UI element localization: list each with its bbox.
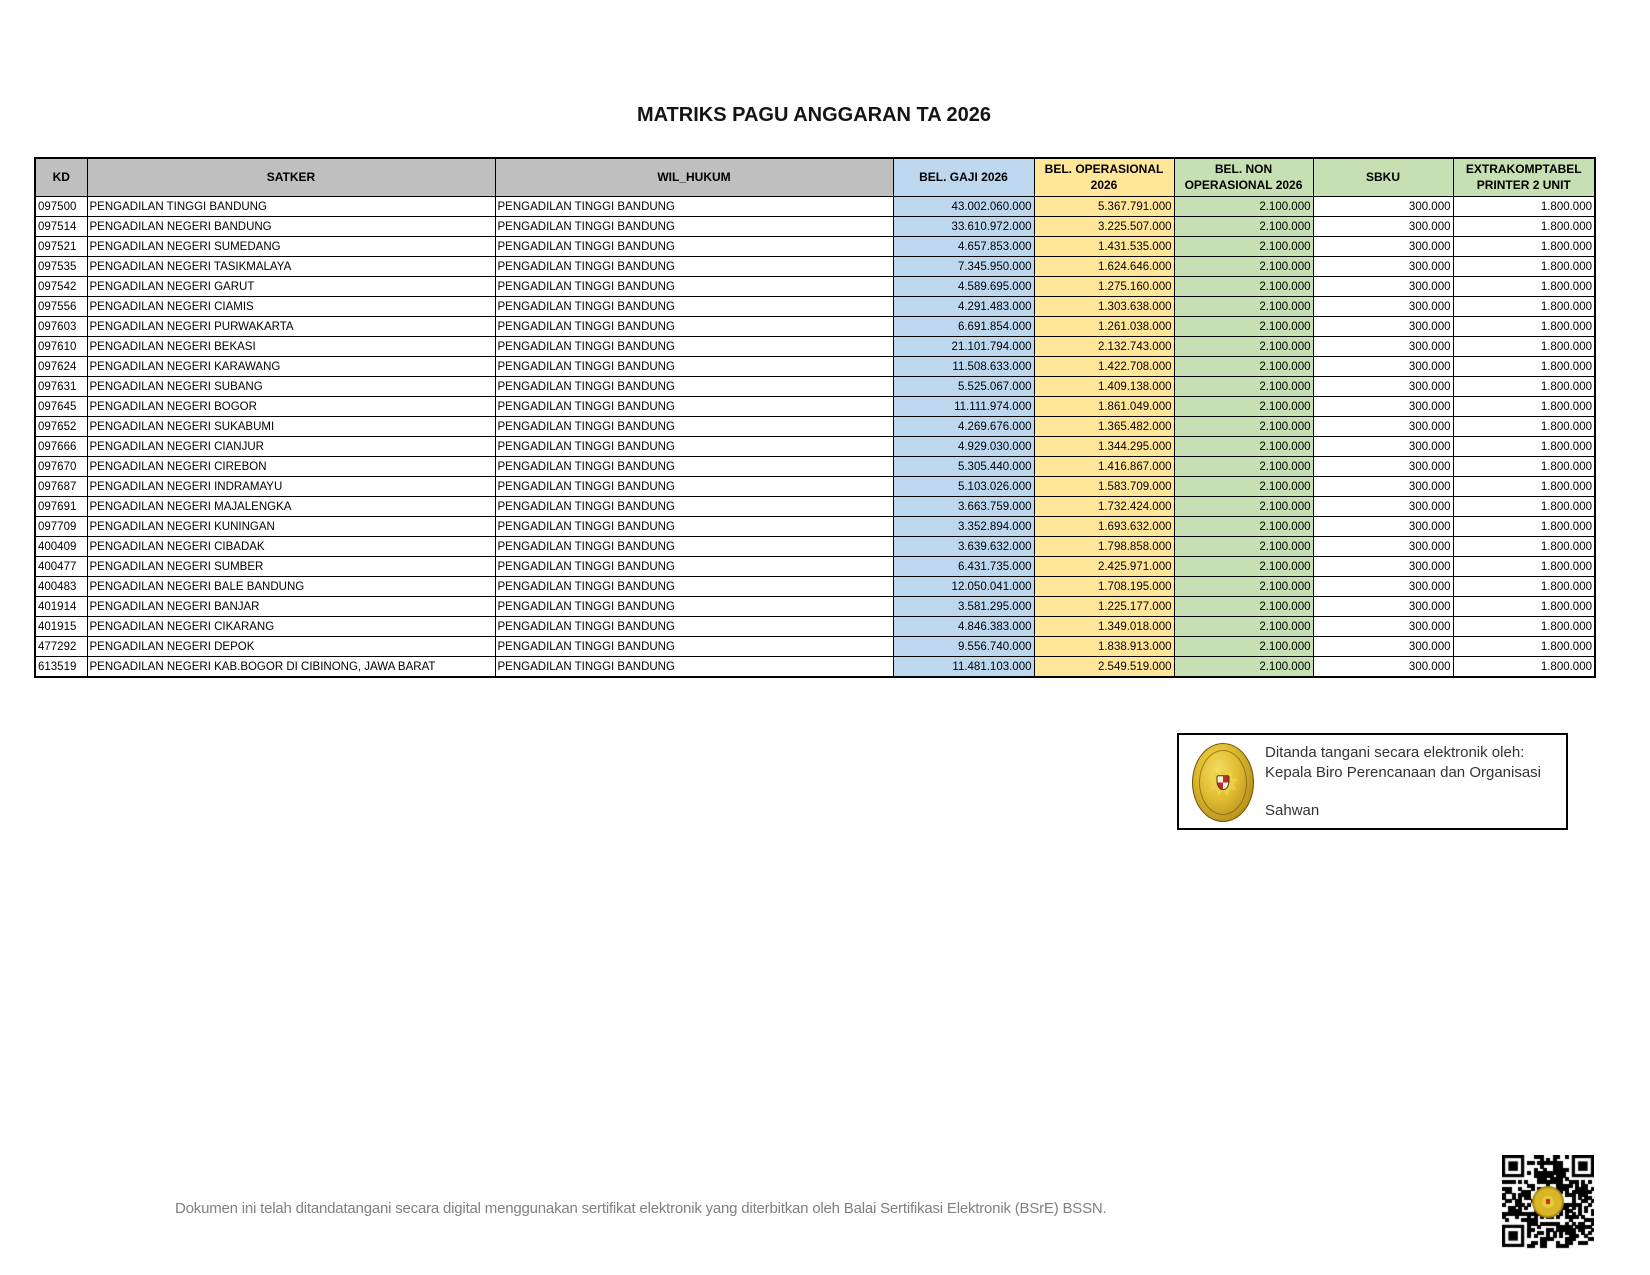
table-row xyxy=(35,197,1595,217)
cell-kd: 097514 xyxy=(35,217,87,237)
table-row xyxy=(35,537,1595,557)
cell-satker: PENGADILAN NEGERI KARAWANG xyxy=(87,357,495,377)
cell-extrakomptabel-printer-2-unit: 1.800.000 xyxy=(1453,317,1595,337)
cell-satker: PENGADILAN TINGGI BANDUNG xyxy=(87,197,495,217)
cell-bel-non-operasional-2026: 2.100.000 xyxy=(1174,657,1313,678)
cell-kd: 401914 xyxy=(35,597,87,617)
table-row xyxy=(35,377,1595,397)
cell-bel-non-operasional-2026: 2.100.000 xyxy=(1174,617,1313,637)
cell-satker: PENGADILAN NEGERI SUMBER xyxy=(87,557,495,577)
cell-sbku: 300.000 xyxy=(1313,557,1453,577)
cell-satker: PENGADILAN NEGERI CIKARANG xyxy=(87,617,495,637)
gold-seal-icon xyxy=(1192,743,1254,822)
cell-bel-non-operasional-2026: 2.100.000 xyxy=(1174,257,1313,277)
cell-bel-gaji-2026: 3.639.632.000 xyxy=(893,537,1034,557)
column-header-bel-non-operasional-2026: BEL. NON OPERASIONAL 2026 xyxy=(1174,158,1313,197)
cell-bel-operasional-2026: 2.132.743.000 xyxy=(1034,337,1174,357)
cell-bel-gaji-2026: 43.002.060.000 xyxy=(893,197,1034,217)
budget-table xyxy=(34,157,1596,678)
table-row xyxy=(35,617,1595,637)
table-row xyxy=(35,437,1595,457)
digital-signature-box xyxy=(1177,733,1568,830)
cell-wil-hukum: PENGADILAN TINGGI BANDUNG xyxy=(495,497,893,517)
cell-extrakomptabel-printer-2-unit: 1.800.000 xyxy=(1453,517,1595,537)
cell-bel-operasional-2026: 2.549.519.000 xyxy=(1034,657,1174,678)
table-row xyxy=(35,237,1595,257)
column-header-bel-operasional-2026: BEL. OPERASIONAL 2026 xyxy=(1034,158,1174,197)
cell-bel-gaji-2026: 5.305.440.000 xyxy=(893,457,1034,477)
cell-satker: PENGADILAN NEGERI CIREBON xyxy=(87,457,495,477)
cell-bel-gaji-2026: 21.101.794.000 xyxy=(893,337,1034,357)
cell-wil-hukum: PENGADILAN TINGGI BANDUNG xyxy=(495,557,893,577)
cell-wil-hukum: PENGADILAN TINGGI BANDUNG xyxy=(495,417,893,437)
cell-kd: 097610 xyxy=(35,337,87,357)
cell-wil-hukum: PENGADILAN TINGGI BANDUNG xyxy=(495,657,893,678)
cell-wil-hukum: PENGADILAN TINGGI BANDUNG xyxy=(495,197,893,217)
table-row xyxy=(35,637,1595,657)
cell-extrakomptabel-printer-2-unit: 1.800.000 xyxy=(1453,237,1595,257)
cell-bel-operasional-2026: 1.624.646.000 xyxy=(1034,257,1174,277)
signature-line2: Kepala Biro Perencanaan dan Organisasi xyxy=(1265,764,1542,781)
cell-satker: PENGADILAN NEGERI BALE BANDUNG xyxy=(87,577,495,597)
cell-wil-hukum: PENGADILAN TINGGI BANDUNG xyxy=(495,297,893,317)
cell-satker: PENGADILAN NEGERI DEPOK xyxy=(87,637,495,657)
cell-kd: 097645 xyxy=(35,397,87,417)
cell-bel-operasional-2026: 1.431.535.000 xyxy=(1034,237,1174,257)
cell-bel-non-operasional-2026: 2.100.000 xyxy=(1174,197,1313,217)
cell-satker: PENGADILAN NEGERI BOGOR xyxy=(87,397,495,417)
cell-wil-hukum: PENGADILAN TINGGI BANDUNG xyxy=(495,397,893,417)
cell-sbku: 300.000 xyxy=(1313,337,1453,357)
cell-sbku: 300.000 xyxy=(1313,197,1453,217)
cell-extrakomptabel-printer-2-unit: 1.800.000 xyxy=(1453,457,1595,477)
signer-name: Sahwan xyxy=(1265,802,1320,819)
signature-text xyxy=(1265,743,1541,821)
table-row xyxy=(35,397,1595,417)
cell-bel-non-operasional-2026: 2.100.000 xyxy=(1174,357,1313,377)
cell-bel-gaji-2026: 6.431.735.000 xyxy=(893,557,1034,577)
cell-wil-hukum: PENGADILAN TINGGI BANDUNG xyxy=(495,457,893,477)
cell-kd: 097556 xyxy=(35,297,87,317)
table-row xyxy=(35,557,1595,577)
cell-extrakomptabel-printer-2-unit: 1.800.000 xyxy=(1453,357,1595,377)
cell-kd: 097670 xyxy=(35,457,87,477)
cell-bel-non-operasional-2026: 2.100.000 xyxy=(1174,337,1313,357)
cell-kd: 401915 xyxy=(35,617,87,637)
cell-bel-gaji-2026: 5.525.067.000 xyxy=(893,377,1034,397)
cell-satker: PENGADILAN NEGERI CIAMIS xyxy=(87,297,495,317)
signature-line1: Ditanda tangani secara elektronik oleh: xyxy=(1265,744,1525,761)
cell-bel-non-operasional-2026: 2.100.000 xyxy=(1174,477,1313,497)
table-row xyxy=(35,517,1595,537)
cell-sbku: 300.000 xyxy=(1313,377,1453,397)
cell-sbku: 300.000 xyxy=(1313,417,1453,437)
cell-bel-operasional-2026: 1.422.708.000 xyxy=(1034,357,1174,377)
cell-extrakomptabel-printer-2-unit: 1.800.000 xyxy=(1453,257,1595,277)
cell-extrakomptabel-printer-2-unit: 1.800.000 xyxy=(1453,277,1595,297)
cell-sbku: 300.000 xyxy=(1313,537,1453,557)
cell-extrakomptabel-printer-2-unit: 1.800.000 xyxy=(1453,637,1595,657)
cell-bel-non-operasional-2026: 2.100.000 xyxy=(1174,597,1313,617)
cell-sbku: 300.000 xyxy=(1313,437,1453,457)
cell-satker: PENGADILAN NEGERI GARUT xyxy=(87,277,495,297)
cell-sbku: 300.000 xyxy=(1313,257,1453,277)
cell-bel-gaji-2026: 11.481.103.000 xyxy=(893,657,1034,678)
cell-sbku: 300.000 xyxy=(1313,457,1453,477)
cell-wil-hukum: PENGADILAN TINGGI BANDUNG xyxy=(495,237,893,257)
table-row xyxy=(35,577,1595,597)
cell-bel-operasional-2026: 1.583.709.000 xyxy=(1034,477,1174,497)
column-header-satker: SATKER xyxy=(87,158,495,197)
table-header-row xyxy=(35,158,1595,197)
cell-kd: 097687 xyxy=(35,477,87,497)
cell-extrakomptabel-printer-2-unit: 1.800.000 xyxy=(1453,597,1595,617)
cell-sbku: 300.000 xyxy=(1313,297,1453,317)
cell-bel-operasional-2026: 2.425.971.000 xyxy=(1034,557,1174,577)
cell-wil-hukum: PENGADILAN TINGGI BANDUNG xyxy=(495,337,893,357)
cell-kd: 097652 xyxy=(35,417,87,437)
cell-kd: 400409 xyxy=(35,537,87,557)
table-row xyxy=(35,257,1595,277)
cell-extrakomptabel-printer-2-unit: 1.800.000 xyxy=(1453,537,1595,557)
cell-kd: 097624 xyxy=(35,357,87,377)
page-title: MATRIKS PAGU ANGGARAN TA 2026 xyxy=(636,104,992,126)
table-row xyxy=(35,477,1595,497)
cell-bel-gaji-2026: 4.589.695.000 xyxy=(893,277,1034,297)
table-row xyxy=(35,497,1595,517)
cell-bel-operasional-2026: 1.275.160.000 xyxy=(1034,277,1174,297)
cell-bel-non-operasional-2026: 2.100.000 xyxy=(1174,637,1313,657)
column-header-sbku: SBKU xyxy=(1313,158,1453,197)
cell-kd: 097709 xyxy=(35,517,87,537)
cell-bel-gaji-2026: 4.291.483.000 xyxy=(893,297,1034,317)
cell-bel-operasional-2026: 1.693.632.000 xyxy=(1034,517,1174,537)
cell-sbku: 300.000 xyxy=(1313,657,1453,678)
cell-bel-gaji-2026: 3.663.759.000 xyxy=(893,497,1034,517)
cell-satker: PENGADILAN NEGERI CIANJUR xyxy=(87,437,495,457)
cell-kd: 400477 xyxy=(35,557,87,577)
cell-bel-operasional-2026: 3.225.507.000 xyxy=(1034,217,1174,237)
cell-extrakomptabel-printer-2-unit: 1.800.000 xyxy=(1453,437,1595,457)
cell-satker: PENGADILAN NEGERI BEKASI xyxy=(87,337,495,357)
cell-bel-non-operasional-2026: 2.100.000 xyxy=(1174,457,1313,477)
cell-bel-operasional-2026: 1.732.424.000 xyxy=(1034,497,1174,517)
cell-bel-gaji-2026: 3.352.894.000 xyxy=(893,517,1034,537)
cell-satker: PENGADILAN NEGERI BANDUNG xyxy=(87,217,495,237)
cell-bel-non-operasional-2026: 2.100.000 xyxy=(1174,417,1313,437)
qr-code xyxy=(1502,1155,1594,1249)
cell-satker: PENGADILAN NEGERI CIBADAK xyxy=(87,537,495,557)
cell-extrakomptabel-printer-2-unit: 1.800.000 xyxy=(1453,557,1595,577)
cell-wil-hukum: PENGADILAN TINGGI BANDUNG xyxy=(495,277,893,297)
cell-extrakomptabel-printer-2-unit: 1.800.000 xyxy=(1453,417,1595,437)
cell-kd: 097691 xyxy=(35,497,87,517)
cell-bel-operasional-2026: 1.838.913.000 xyxy=(1034,637,1174,657)
cell-wil-hukum: PENGADILAN TINGGI BANDUNG xyxy=(495,437,893,457)
cell-bel-operasional-2026: 5.367.791.000 xyxy=(1034,197,1174,217)
cell-satker: PENGADILAN NEGERI KUNINGAN xyxy=(87,517,495,537)
cell-wil-hukum: PENGADILAN TINGGI BANDUNG xyxy=(495,577,893,597)
table-row xyxy=(35,597,1595,617)
cell-kd: 097521 xyxy=(35,237,87,257)
cell-bel-operasional-2026: 1.416.867.000 xyxy=(1034,457,1174,477)
cell-bel-operasional-2026: 1.344.295.000 xyxy=(1034,437,1174,457)
cell-extrakomptabel-printer-2-unit: 1.800.000 xyxy=(1453,297,1595,317)
cell-bel-gaji-2026: 9.556.740.000 xyxy=(893,637,1034,657)
cell-wil-hukum: PENGADILAN TINGGI BANDUNG xyxy=(495,597,893,617)
column-header-bel-gaji-2026: BEL. GAJI 2026 xyxy=(893,158,1034,197)
cell-wil-hukum: PENGADILAN TINGGI BANDUNG xyxy=(495,357,893,377)
cell-bel-non-operasional-2026: 2.100.000 xyxy=(1174,397,1313,417)
cell-wil-hukum: PENGADILAN TINGGI BANDUNG xyxy=(495,637,893,657)
cell-bel-gaji-2026: 4.269.676.000 xyxy=(893,417,1034,437)
cell-kd: 097500 xyxy=(35,197,87,217)
cell-wil-hukum: PENGADILAN TINGGI BANDUNG xyxy=(495,617,893,637)
cell-bel-operasional-2026: 1.708.195.000 xyxy=(1034,577,1174,597)
cell-bel-gaji-2026: 4.657.853.000 xyxy=(893,237,1034,257)
cell-extrakomptabel-printer-2-unit: 1.800.000 xyxy=(1453,657,1595,678)
cell-bel-gaji-2026: 11.508.633.000 xyxy=(893,357,1034,377)
cell-wil-hukum: PENGADILAN TINGGI BANDUNG xyxy=(495,537,893,557)
cell-bel-non-operasional-2026: 2.100.000 xyxy=(1174,537,1313,557)
cell-satker: PENGADILAN NEGERI SUBANG xyxy=(87,377,495,397)
table-row xyxy=(35,217,1595,237)
cell-wil-hukum: PENGADILAN TINGGI BANDUNG xyxy=(495,217,893,237)
table-row xyxy=(35,357,1595,377)
cell-bel-operasional-2026: 1.303.638.000 xyxy=(1034,297,1174,317)
cell-kd: 400483 xyxy=(35,577,87,597)
table-row xyxy=(35,417,1595,437)
cell-extrakomptabel-printer-2-unit: 1.800.000 xyxy=(1453,477,1595,497)
table-row xyxy=(35,337,1595,357)
cell-bel-non-operasional-2026: 2.100.000 xyxy=(1174,217,1313,237)
cell-wil-hukum: PENGADILAN TINGGI BANDUNG xyxy=(495,257,893,277)
cell-wil-hukum: PENGADILAN TINGGI BANDUNG xyxy=(495,477,893,497)
table-row xyxy=(35,317,1595,337)
cell-satker: PENGADILAN NEGERI SUKABUMI xyxy=(87,417,495,437)
cell-extrakomptabel-printer-2-unit: 1.800.000 xyxy=(1453,197,1595,217)
cell-bel-non-operasional-2026: 2.100.000 xyxy=(1174,317,1313,337)
cell-wil-hukum: PENGADILAN TINGGI BANDUNG xyxy=(495,377,893,397)
cell-sbku: 300.000 xyxy=(1313,397,1453,417)
cell-sbku: 300.000 xyxy=(1313,237,1453,257)
cell-bel-operasional-2026: 1.261.038.000 xyxy=(1034,317,1174,337)
table-row xyxy=(35,297,1595,317)
cell-bel-non-operasional-2026: 2.100.000 xyxy=(1174,437,1313,457)
cell-sbku: 300.000 xyxy=(1313,617,1453,637)
column-header-wil-hukum: WIL_HUKUM xyxy=(495,158,893,197)
cell-extrakomptabel-printer-2-unit: 1.800.000 xyxy=(1453,617,1595,637)
cell-bel-operasional-2026: 1.349.018.000 xyxy=(1034,617,1174,637)
cell-bel-operasional-2026: 1.225.177.000 xyxy=(1034,597,1174,617)
cell-kd: 613519 xyxy=(35,657,87,678)
cell-bel-non-operasional-2026: 2.100.000 xyxy=(1174,377,1313,397)
cell-sbku: 300.000 xyxy=(1313,217,1453,237)
cell-bel-non-operasional-2026: 2.100.000 xyxy=(1174,517,1313,537)
table-row xyxy=(35,457,1595,477)
table-row xyxy=(35,277,1595,297)
cell-bel-non-operasional-2026: 2.100.000 xyxy=(1174,297,1313,317)
cell-satker: PENGADILAN NEGERI TASIKMALAYA xyxy=(87,257,495,277)
cell-satker: PENGADILAN NEGERI MAJALENGKA xyxy=(87,497,495,517)
cell-extrakomptabel-printer-2-unit: 1.800.000 xyxy=(1453,577,1595,597)
cell-bel-gaji-2026: 6.691.854.000 xyxy=(893,317,1034,337)
cell-bel-non-operasional-2026: 2.100.000 xyxy=(1174,277,1313,297)
cell-bel-operasional-2026: 1.798.858.000 xyxy=(1034,537,1174,557)
cell-bel-non-operasional-2026: 2.100.000 xyxy=(1174,237,1313,257)
cell-extrakomptabel-printer-2-unit: 1.800.000 xyxy=(1453,337,1595,357)
cell-bel-gaji-2026: 3.581.295.000 xyxy=(893,597,1034,617)
cell-wil-hukum: PENGADILAN TINGGI BANDUNG xyxy=(495,317,893,337)
cell-kd: 097666 xyxy=(35,437,87,457)
cell-kd: 097542 xyxy=(35,277,87,297)
cell-satker: PENGADILAN NEGERI PURWAKARTA xyxy=(87,317,495,337)
cell-extrakomptabel-printer-2-unit: 1.800.000 xyxy=(1453,377,1595,397)
cell-bel-gaji-2026: 12.050.041.000 xyxy=(893,577,1034,597)
cell-extrakomptabel-printer-2-unit: 1.800.000 xyxy=(1453,497,1595,517)
cell-bel-gaji-2026: 5.103.026.000 xyxy=(893,477,1034,497)
cell-satker: PENGADILAN NEGERI INDRAMAYU xyxy=(87,477,495,497)
cell-bel-non-operasional-2026: 2.100.000 xyxy=(1174,557,1313,577)
cell-sbku: 300.000 xyxy=(1313,577,1453,597)
cell-extrakomptabel-printer-2-unit: 1.800.000 xyxy=(1453,217,1595,237)
cell-sbku: 300.000 xyxy=(1313,637,1453,657)
cell-kd: 097603 xyxy=(35,317,87,337)
cell-satker: PENGADILAN NEGERI BANJAR xyxy=(87,597,495,617)
footer-disclaimer: Dokumen ini telah ditandatangani secara digital menggunakan sertifikat elektronik yang diterbitkan oleh Balai Sertifikasi Elektronik (BSrE) BSSN. xyxy=(175,1200,1107,1217)
cell-bel-gaji-2026: 11.111.974.000 xyxy=(893,397,1034,417)
column-header-kd: KD xyxy=(35,158,87,197)
cell-bel-gaji-2026: 7.345.950.000 xyxy=(893,257,1034,277)
cell-sbku: 300.000 xyxy=(1313,517,1453,537)
cell-bel-gaji-2026: 33.610.972.000 xyxy=(893,217,1034,237)
cell-sbku: 300.000 xyxy=(1313,497,1453,517)
cell-sbku: 300.000 xyxy=(1313,477,1453,497)
cell-kd: 097535 xyxy=(35,257,87,277)
cell-kd: 477292 xyxy=(35,637,87,657)
table-row xyxy=(35,657,1595,678)
cell-satker: PENGADILAN NEGERI SUMEDANG xyxy=(87,237,495,257)
cell-bel-operasional-2026: 1.409.138.000 xyxy=(1034,377,1174,397)
cell-satker: PENGADILAN NEGERI KAB.BOGOR DI CIBINONG, JAWA BARAT xyxy=(87,657,495,678)
cell-kd: 097631 xyxy=(35,377,87,397)
cell-sbku: 300.000 xyxy=(1313,597,1453,617)
cell-bel-operasional-2026: 1.365.482.000 xyxy=(1034,417,1174,437)
cell-bel-non-operasional-2026: 2.100.000 xyxy=(1174,577,1313,597)
cell-bel-non-operasional-2026: 2.100.000 xyxy=(1174,497,1313,517)
column-header-extrakomptabel-printer-2-unit: EXTRAKOMPTABEL PRINTER 2 UNIT xyxy=(1453,158,1595,197)
cell-wil-hukum: PENGADILAN TINGGI BANDUNG xyxy=(495,517,893,537)
cell-sbku: 300.000 xyxy=(1313,357,1453,377)
cell-bel-gaji-2026: 4.846.383.000 xyxy=(893,617,1034,637)
cell-bel-operasional-2026: 1.861.049.000 xyxy=(1034,397,1174,417)
cell-sbku: 300.000 xyxy=(1313,317,1453,337)
cell-bel-gaji-2026: 4.929.030.000 xyxy=(893,437,1034,457)
cell-extrakomptabel-printer-2-unit: 1.800.000 xyxy=(1453,397,1595,417)
cell-sbku: 300.000 xyxy=(1313,277,1453,297)
